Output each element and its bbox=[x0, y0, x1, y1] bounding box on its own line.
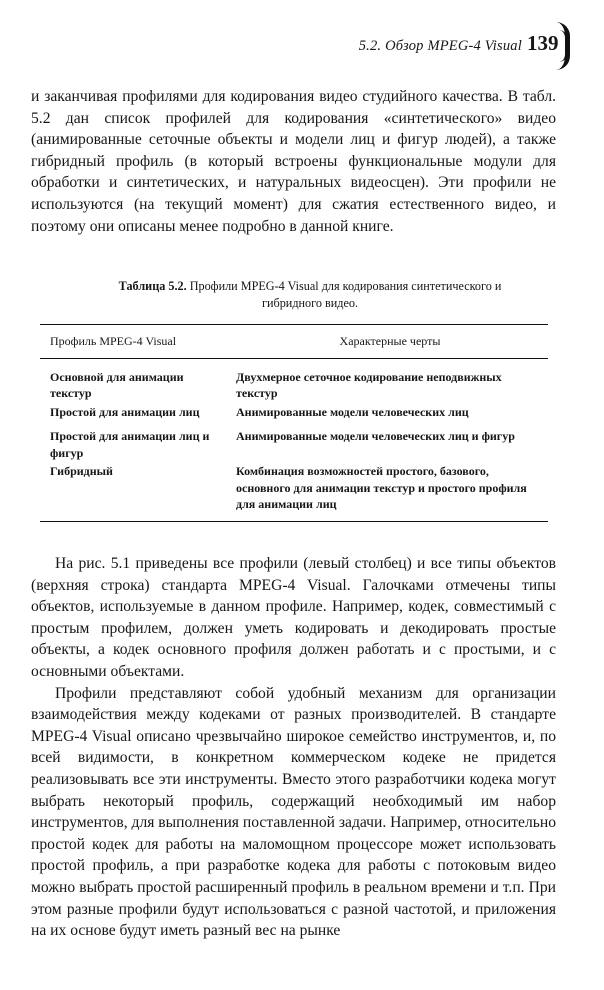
body-paragraph: На рис. 5.1 приведены все профили (левый столбец) и все типы объектов (верхняя строка) стандарта MPEG-4 Visual. Галочками отмечены типы объектов, используемые в данном профиле. Например, кодек, совместимый с простым профилем, должен уметь кодировать и декодировать простые объекты, а кодек основного профиля должен работать и с простыми, и с основными объектами. bbox=[31, 555, 556, 680]
table-cell-profile: Простой для анимации лиц и фигур bbox=[50, 429, 210, 460]
table-caption-label: Таблица 5.2. bbox=[118, 279, 187, 293]
table-row bbox=[40, 463, 548, 521]
table-row bbox=[40, 422, 548, 463]
body-text-after-table bbox=[31, 553, 556, 942]
table-cell-profile: Простой для анимации лиц bbox=[50, 404, 200, 419]
table-header-row bbox=[40, 325, 548, 359]
table-cell-features: Анимированные модели человеческих лиц и фигур bbox=[236, 429, 515, 443]
profiles-table bbox=[40, 324, 548, 522]
intro-text bbox=[31, 86, 556, 237]
page-tab-decoration bbox=[556, 22, 570, 70]
page-number: 139 bbox=[527, 31, 559, 55]
table-cell-profile: Основной для анимации текстур bbox=[50, 369, 184, 400]
intro-paragraph: и заканчивая профилями для кодирования видео студийного качества. В табл. 5.2 дан список профилей для кодирования «синтетического» видео (анимированные сеточные объекты и модели лиц и фигур людей), а также гибридный профиль (в который встроены функциональные модули для обработки и синтетических, и натуральных видеосцен). Эти профили не используются (на текущий момент) для сжатия естественного видео, и поэтому они описаны менее подробно в данной книге. bbox=[31, 88, 556, 235]
table-caption-text: Профили MPEG-4 Visual для кодирования синтетического и гибридного видео. bbox=[189, 279, 502, 310]
running-header: 5.2. Обзор MPEG-4 Visual bbox=[358, 38, 522, 54]
body-paragraph: Профили представляют собой удобный механизм для организации взаимодействия между кодеками от разных производителей. В стандарте MPEG-4 Visual описано чрезвычайно широкое семейство инструментов, и, по всей видимости, в конкретном коммерческом кодеке не придется реализовывать все эти инструменты. Вместо этого разработчики кодека могут выбрать некоторый профиль, содержащий необходимый им набор инструментов, для выполнения поставленной задачи. Например, относительно простой кодек для работы на маломощном процессоре может использовать простой профиль, а при разработке кодека для работы с потоковым видео можно выбрать простой расширенный профиль в реальном времени и т.п. При этом разные профили будут использоваться с разной частотой, и приложения на их основе будут иметь разный вес на рынке bbox=[31, 684, 556, 940]
table-cell-features: Анимированные модели человеческих лиц bbox=[236, 404, 469, 419]
table-caption bbox=[90, 278, 530, 312]
table-row bbox=[40, 404, 548, 423]
table-header-profile: Профиль MPEG-4 Visual bbox=[40, 325, 226, 359]
table-cell-profile: Гибридный bbox=[40, 463, 226, 521]
table-cell-features: Двухмерное сеточное кодирование неподвижных текстур bbox=[236, 369, 502, 400]
table-row bbox=[40, 358, 548, 404]
table-header-features: Характерные черты bbox=[226, 325, 548, 359]
profiles-table-wrapper bbox=[40, 324, 548, 522]
table-cell-features: Комбинация возможностей простого, базового, основного для анимации текстур и простого профиля для анимации лиц bbox=[226, 463, 548, 521]
